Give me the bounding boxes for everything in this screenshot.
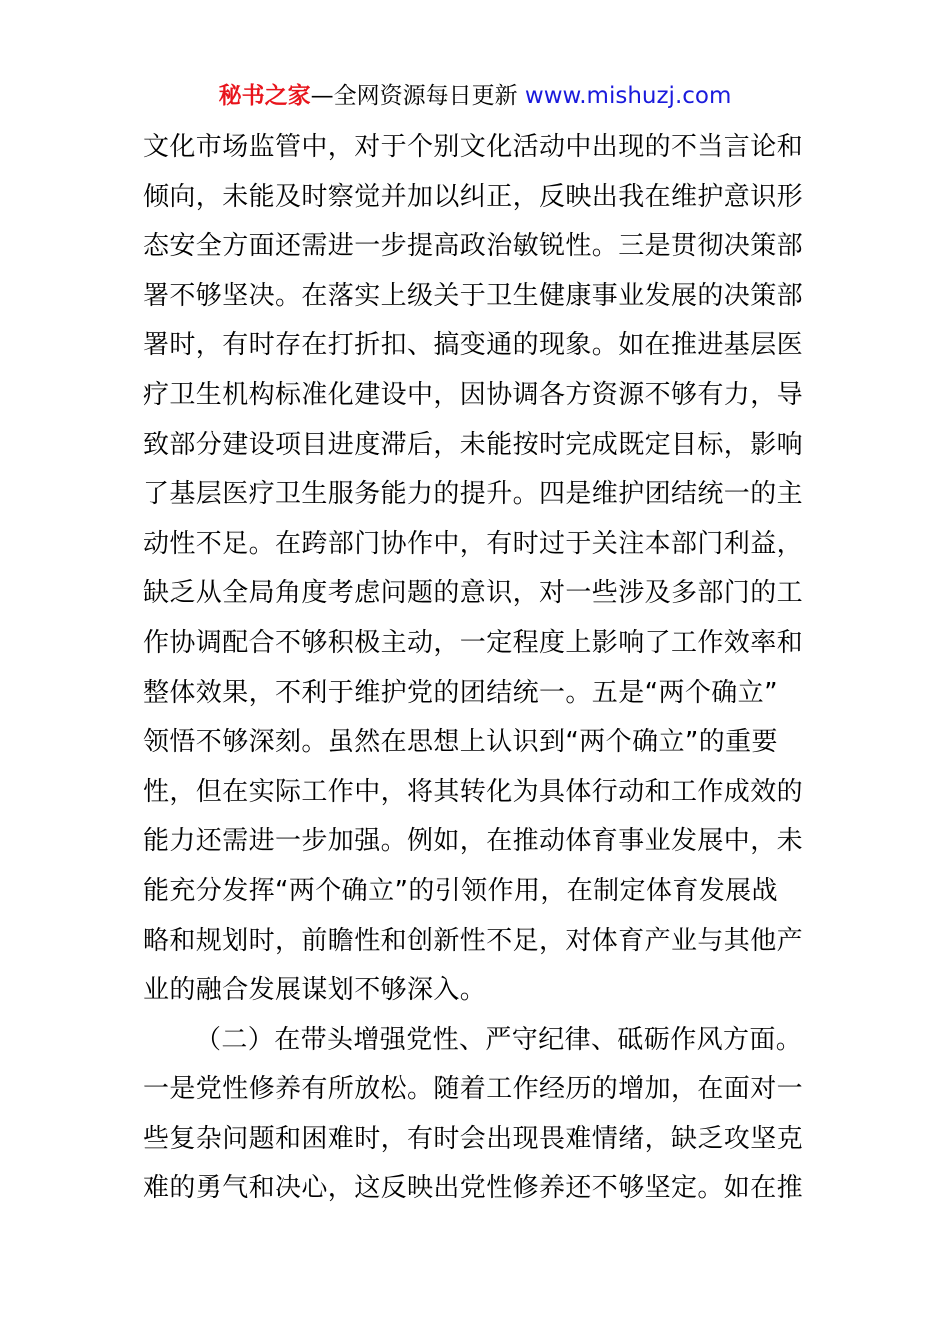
brand-name: 秘书之家 bbox=[218, 83, 311, 109]
paragraph-line: 难的勇气和决心，这反映出党性修养还不够坚定。如在推 bbox=[143, 1173, 804, 1204]
paragraph-line: 文化市场监管中，对于个别文化活动中出现的不当言论和 bbox=[143, 132, 804, 162]
paragraph-line: 致部分建设项目进度滞后，未能按时完成既定目标，影响 bbox=[143, 429, 804, 460]
document-body bbox=[143, 123, 807, 1214]
paragraph-line: 些复杂问题和困难时，有时会出现畏难情绪，缺乏攻坚克 bbox=[143, 1123, 804, 1154]
paragraph-line: 能力还需进一步加强。例如，在推动体育事业发展中，未 bbox=[143, 826, 804, 857]
paragraph-line: 署时，有时存在打折扣、搞变通的现象。如在推进基层医 bbox=[143, 330, 804, 361]
paragraph-line: 能充分发挥“两个确立”的引领作用，在制定体育发展战 bbox=[143, 875, 778, 906]
paragraph-line: 疗卫生机构标准化建设中，因协调各方资源不够有力，导 bbox=[143, 379, 804, 410]
paragraph-line: 整体效果，不利于维护党的团结统一。五是“两个确立” bbox=[143, 677, 778, 708]
paragraph-line: 一是党性修养有所放松。随着工作经历的增加，在面对一 bbox=[143, 1074, 804, 1105]
site-header bbox=[0, 80, 950, 112]
paragraph-line: 动性不足。在跨部门协作中，有时过于关注本部门利益， bbox=[143, 528, 804, 559]
paragraph-line: 缺乏从全局角度考虑问题的意识，对一些涉及多部门的工 bbox=[143, 578, 804, 609]
paragraph-line: 领悟不够深刻。虽然在思想上认识到“两个确立”的重要 bbox=[143, 727, 778, 758]
header-tagline: —全网资源每日更新 bbox=[310, 83, 525, 109]
section-heading: （二）在带头增强党性、严守纪律、砥砺作风方面。 bbox=[195, 1024, 803, 1055]
paragraph-line: 态安全方面还需进一步提高政治敏锐性。三是贯彻决策部 bbox=[143, 231, 804, 262]
paragraph-line: 了基层医疗卫生服务能力的提升。四是维护团结统一的主 bbox=[143, 479, 804, 510]
paragraph-line: 署不够坚决。在落实上级关于卫生健康事业发展的决策部 bbox=[143, 280, 804, 311]
paragraph-line: 略和规划时，前瞻性和创新性不足，对体育产业与其他产 bbox=[143, 925, 804, 956]
site-url-link[interactable]: www.mishuzj.com bbox=[524, 83, 732, 109]
paragraph-line: 性，但在实际工作中，将其转化为具体行动和工作成效的 bbox=[143, 776, 804, 807]
paragraph-line: 倾向，未能及时察觉并加以纠正，反映出我在维护意识形 bbox=[143, 181, 804, 212]
paragraph-line: 业的融合发展谋划不够深入。 bbox=[143, 975, 487, 1006]
paragraph-line: 作协调配合不够积极主动，一定程度上影响了工作效率和 bbox=[143, 627, 804, 658]
